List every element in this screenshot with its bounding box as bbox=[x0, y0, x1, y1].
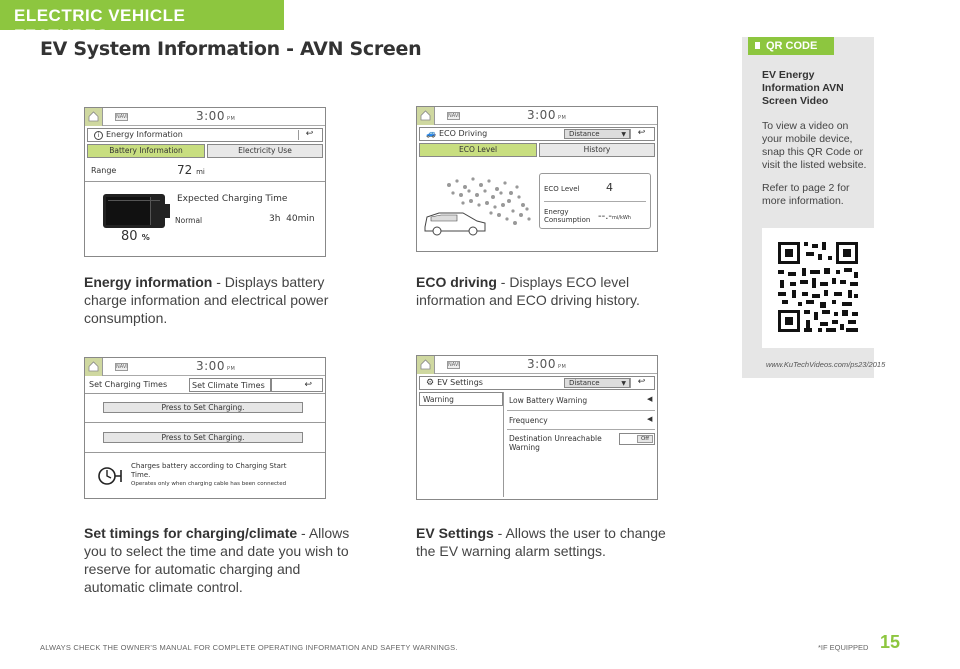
clock bbox=[527, 357, 566, 371]
screen-title-bar bbox=[419, 376, 655, 390]
desc-title: Energy information bbox=[84, 274, 213, 290]
range-label: Range bbox=[91, 166, 117, 175]
dropdown-arrow-icon: ▼ bbox=[621, 131, 626, 138]
screen-title: EV Settings bbox=[437, 378, 483, 387]
home-icon bbox=[88, 361, 99, 372]
nav-badge: NAVI bbox=[448, 362, 460, 368]
clock bbox=[196, 109, 235, 123]
eco-level-card bbox=[539, 173, 651, 229]
desc-title: Set timings for charging/climate bbox=[84, 525, 298, 541]
energy-unit: mi/kWh bbox=[612, 215, 631, 221]
clock-time: 3:00 bbox=[196, 109, 225, 123]
info-line-1: Charges battery according to Charging Start bbox=[131, 462, 287, 470]
qr-title: EV Energy Information AVN Screen Video bbox=[762, 69, 844, 107]
divider bbox=[85, 393, 325, 394]
home-button[interactable] bbox=[85, 358, 103, 376]
dropdown-value: Distance bbox=[569, 379, 600, 387]
row-divider bbox=[507, 410, 655, 411]
battery-fill bbox=[106, 197, 151, 225]
desc-text: - Displays battery charge information and electrical power consumption. bbox=[84, 274, 329, 326]
energy-label-line1: Energy bbox=[544, 208, 569, 216]
back-icon: ↩ bbox=[305, 129, 314, 139]
car-icon: 🚙 bbox=[426, 129, 436, 138]
clock bbox=[527, 108, 566, 122]
setting-low-battery-warning[interactable]: Low Battery Warning bbox=[509, 396, 588, 405]
energy-consumption-label bbox=[544, 208, 590, 224]
back-icon: ↩ bbox=[637, 128, 646, 138]
home-button[interactable] bbox=[85, 108, 103, 126]
nav-badge: NAVI bbox=[448, 113, 460, 119]
home-button[interactable] bbox=[417, 356, 435, 374]
screen-title-bar bbox=[419, 127, 655, 141]
back-button[interactable] bbox=[630, 129, 652, 139]
toggle-off[interactable] bbox=[619, 433, 655, 445]
dropdown-arrow-icon: ▼ bbox=[621, 380, 626, 387]
tab-eco-level[interactable]: ECO Level bbox=[419, 143, 537, 157]
eco-level-value: 4 bbox=[606, 181, 613, 194]
energy-value: --.- bbox=[598, 211, 613, 222]
status-bar bbox=[417, 356, 657, 374]
set-charging-button-2[interactable]: Press to Set Charging. bbox=[103, 432, 303, 443]
clock bbox=[196, 359, 235, 373]
charging-times-screen bbox=[84, 357, 326, 499]
row-divider bbox=[507, 429, 655, 430]
home-icon bbox=[420, 110, 431, 121]
clock-time: 3:00 bbox=[196, 359, 225, 373]
desc-text: - Allows you to select the time and date you wish to reserve for automatic charging and automatic climate control. bbox=[84, 525, 350, 595]
battery-percent bbox=[121, 229, 150, 244]
tab-set-charging-times[interactable]: Set Charging Times bbox=[89, 380, 168, 389]
clock-ampm: PM bbox=[226, 116, 236, 122]
range-number: 72 bbox=[177, 163, 193, 177]
charging-info bbox=[131, 462, 321, 489]
gear-icon: ⚙ bbox=[426, 378, 435, 388]
dropdown-value: Distance bbox=[569, 130, 600, 138]
distance-dropdown[interactable] bbox=[564, 378, 630, 388]
qr-tag bbox=[748, 37, 834, 55]
battery-terminal bbox=[165, 204, 170, 218]
divider bbox=[85, 422, 325, 423]
footer-if-equipped: *IF EQUIPPED bbox=[818, 643, 869, 652]
battery-shine bbox=[108, 200, 160, 201]
back-icon: ↩ bbox=[637, 377, 646, 387]
setting-destination-unreachable[interactable] bbox=[509, 434, 602, 452]
setting-label-line1: Destination Unreachable bbox=[509, 434, 602, 443]
info-line-3: Operates only when charging cable has been connected bbox=[131, 481, 287, 487]
charging-description bbox=[84, 524, 360, 596]
charging-clock-icon bbox=[97, 464, 125, 488]
range-unit: mi bbox=[196, 168, 205, 176]
nav-badge: NAVI bbox=[116, 114, 128, 120]
desc-text: - Allows the user to change the EV warning alarm settings. bbox=[416, 525, 666, 559]
home-icon bbox=[420, 359, 431, 370]
range-value bbox=[177, 163, 205, 177]
tab-history[interactable]: History bbox=[539, 143, 655, 157]
energy-consumption-value bbox=[598, 211, 631, 222]
energy-info-screen bbox=[84, 107, 326, 257]
info-line-2: Time. bbox=[131, 471, 151, 479]
clock-ampm: PM bbox=[557, 115, 567, 121]
footer-disclaimer: ALWAYS CHECK THE OWNER'S MANUAL FOR COMPLETE OPERATING INFORMATION AND SAFETY WARNINGS. bbox=[40, 643, 458, 652]
battery-icon bbox=[103, 194, 165, 228]
energy-label-line2: Consumption bbox=[544, 216, 591, 224]
eco-driving-screen bbox=[416, 106, 658, 252]
info-icon: i bbox=[94, 131, 103, 140]
back-button[interactable] bbox=[298, 130, 320, 140]
screen-title: ECO Driving bbox=[438, 129, 488, 138]
toggle-label: Off bbox=[637, 435, 653, 443]
tab-set-climate-times[interactable]: Set Climate Times bbox=[189, 378, 271, 392]
distance-dropdown[interactable] bbox=[564, 129, 630, 139]
home-button[interactable] bbox=[417, 107, 435, 125]
back-button[interactable] bbox=[630, 378, 652, 388]
qr-tag-label: QR CODE bbox=[766, 40, 818, 52]
charge-hours: 3h bbox=[269, 214, 281, 224]
battery-percent-unit: % bbox=[141, 233, 150, 242]
qr-code[interactable] bbox=[762, 228, 874, 348]
setting-label-line2: Warning bbox=[509, 443, 540, 452]
card-divider bbox=[544, 201, 646, 202]
status-bar bbox=[85, 358, 325, 376]
qr-body: To view a video on your mobile device, snap this QR Code or visit the listed website. bbox=[762, 120, 867, 171]
clock-time: 3:00 bbox=[527, 357, 556, 371]
desc-title: EV Settings bbox=[416, 525, 494, 541]
divider bbox=[85, 181, 325, 182]
screen-title: Energy Information bbox=[106, 130, 183, 139]
home-icon bbox=[88, 111, 99, 122]
panel-divider bbox=[503, 392, 504, 497]
eco-level-label: ECO Level bbox=[544, 185, 580, 193]
energy-description bbox=[84, 273, 354, 327]
charge-time bbox=[269, 214, 315, 224]
nav-badge: NAVI bbox=[116, 364, 128, 370]
eco-description bbox=[416, 273, 696, 309]
page-title: EV System Information - AVN Screen bbox=[40, 38, 422, 60]
status-bar bbox=[85, 108, 325, 126]
charge-mode: Normal bbox=[175, 216, 203, 225]
tab-electricity-use[interactable]: Electricity Use bbox=[207, 144, 323, 158]
qr-reference: Refer to page 2 for more information. bbox=[762, 182, 850, 207]
charge-minutes: 40min bbox=[286, 214, 315, 224]
section-tab: ELECTRIC VEHICLE FEATURES bbox=[0, 0, 284, 30]
charging-time-title: Expected Charging Time bbox=[177, 194, 288, 204]
desc-text: - Displays ECO level information and ECO driving history. bbox=[416, 274, 640, 308]
qr-url-link[interactable]: www.KuTechVideos.com/ps23/2015 bbox=[766, 360, 886, 369]
clock-ampm: PM bbox=[557, 364, 567, 370]
set-charging-button-1[interactable]: Press to Set Charging. bbox=[103, 402, 303, 413]
settings-description bbox=[416, 524, 688, 560]
caret-left-icon[interactable]: ◀ bbox=[647, 415, 653, 423]
divider bbox=[85, 452, 325, 453]
back-icon: ↩ bbox=[304, 380, 312, 390]
setting-frequency[interactable]: Frequency bbox=[509, 416, 548, 425]
battery-percent-value: 80 bbox=[121, 229, 138, 244]
status-bar bbox=[417, 107, 657, 125]
desc-title: ECO driving bbox=[416, 274, 497, 290]
eco-tree-car-illustration bbox=[419, 169, 539, 243]
screen-title-bar bbox=[87, 128, 323, 142]
tab-battery-information[interactable]: Battery Information bbox=[87, 144, 205, 158]
clock-time: 3:00 bbox=[527, 108, 556, 122]
qr-code-icon bbox=[762, 228, 874, 348]
caret-left-icon[interactable]: ◀ bbox=[647, 395, 653, 403]
phone-icon bbox=[755, 42, 760, 49]
back-button[interactable] bbox=[271, 378, 323, 392]
settings-menu-warning[interactable]: Warning bbox=[419, 392, 503, 406]
page-number: 15 bbox=[880, 632, 901, 652]
clock-ampm: PM bbox=[226, 366, 236, 372]
ev-settings-screen bbox=[416, 355, 658, 500]
